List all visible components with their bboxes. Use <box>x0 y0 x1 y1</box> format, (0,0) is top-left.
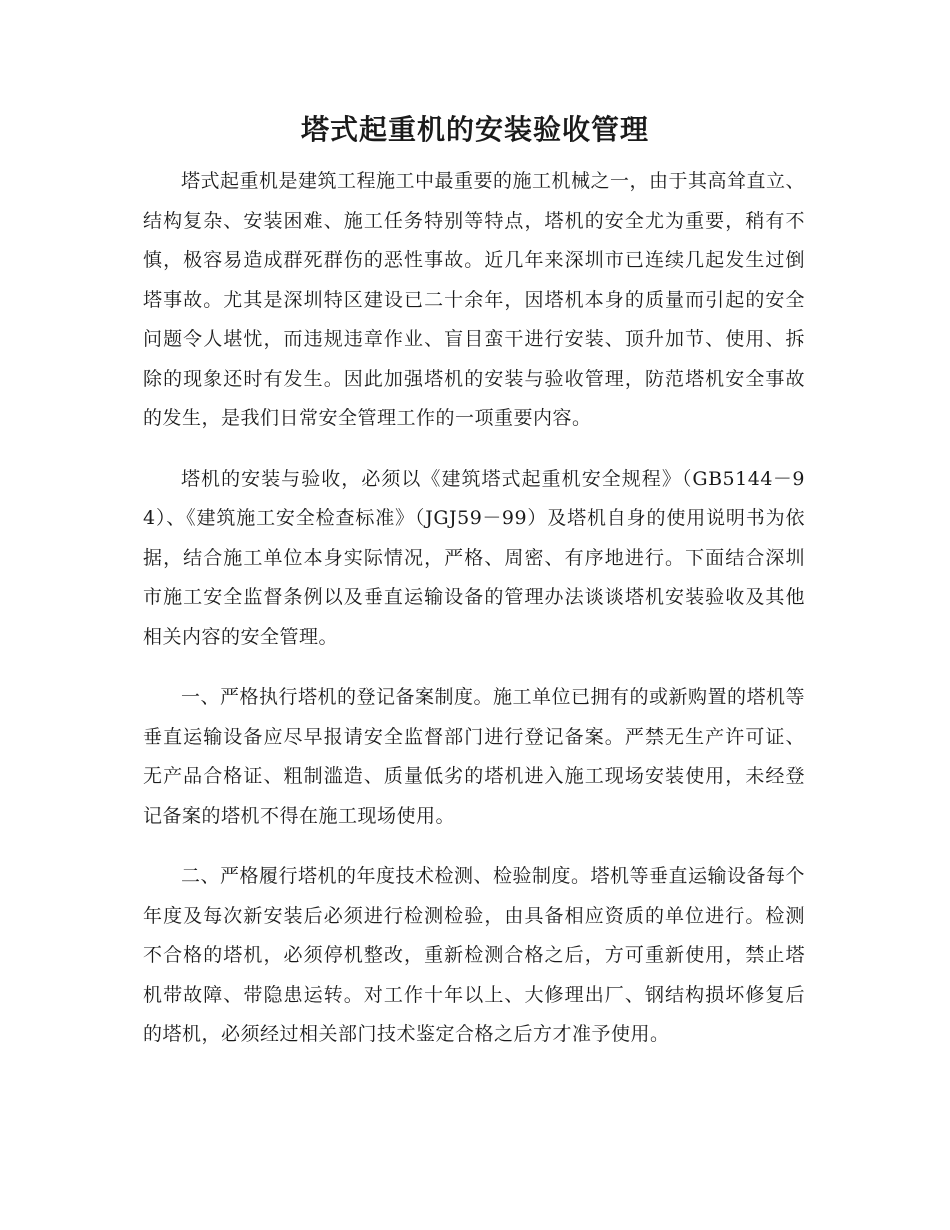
paragraph-standards: 塔机的安装与验收，必须以《建筑塔式起重机安全规程》（GB5144－94）、《建筑施工安全检查标准》（JGJ59－99）及塔机自身的使用说明书为依据，结合施工单位本身实际情况，严格、周密、有序地进行。下面结合深圳市施工安全监督条例以及垂直运输设备的管理办法谈谈塔机安装验收及其他相关内容的安全管理。 <box>143 467 805 648</box>
paragraph-inspection: 二、严格履行塔机的年度技术检测、检验制度。塔机等垂直运输设备每个年度及每次新安装后必须进行检测检验，由具备相应资质的单位进行。检测不合格的塔机，必须停机整改，重新检测合格之后，方可重新使用，禁止塔机带故障、带隐患运转。对工作十年以上、大修理出厂、钢结构损坏修复后的塔机，必须经过相关部门技术鉴定合格之后方才准予使用。 <box>143 865 806 1045</box>
document-title: 塔式起重机的安装验收管理 <box>300 113 649 146</box>
paragraph-intro: 塔式起重机是建筑工程施工中最重要的施工机械之一，由于其高耸直立、结构复杂、安装困难、施工任务特别等特点，塔机的安全尤为重要，稍有不慎，极容易造成群死群伤的恶性事故。近几年来深圳市已连续几起发生过倒塔事故。尤其是深圳特区建设已二十余年，因塔机本身的质量而引起的安全问题令人堪忧，而违规违章作业、盲目蛮干进行安装、顶升加节、使用、拆除的现象还时有发生。因此加强塔机的安装与验收管理，防范塔机安全事故的发生，是我们日常安全管理工作的一项重要内容。 <box>143 170 806 429</box>
document-body <box>143 162 805 1076</box>
paragraph-registration: 一、严格执行塔机的登记备案制度。施工单位已拥有的或新购置的塔机等垂直运输设备应尽早报请安全监督部门进行登记备案。严禁无生产许可证、无产品合格证、粗制滥造、质量低劣的塔机进入施工现场安装使用，未经登记备案的塔机不得在施工现场使用。 <box>143 686 806 827</box>
